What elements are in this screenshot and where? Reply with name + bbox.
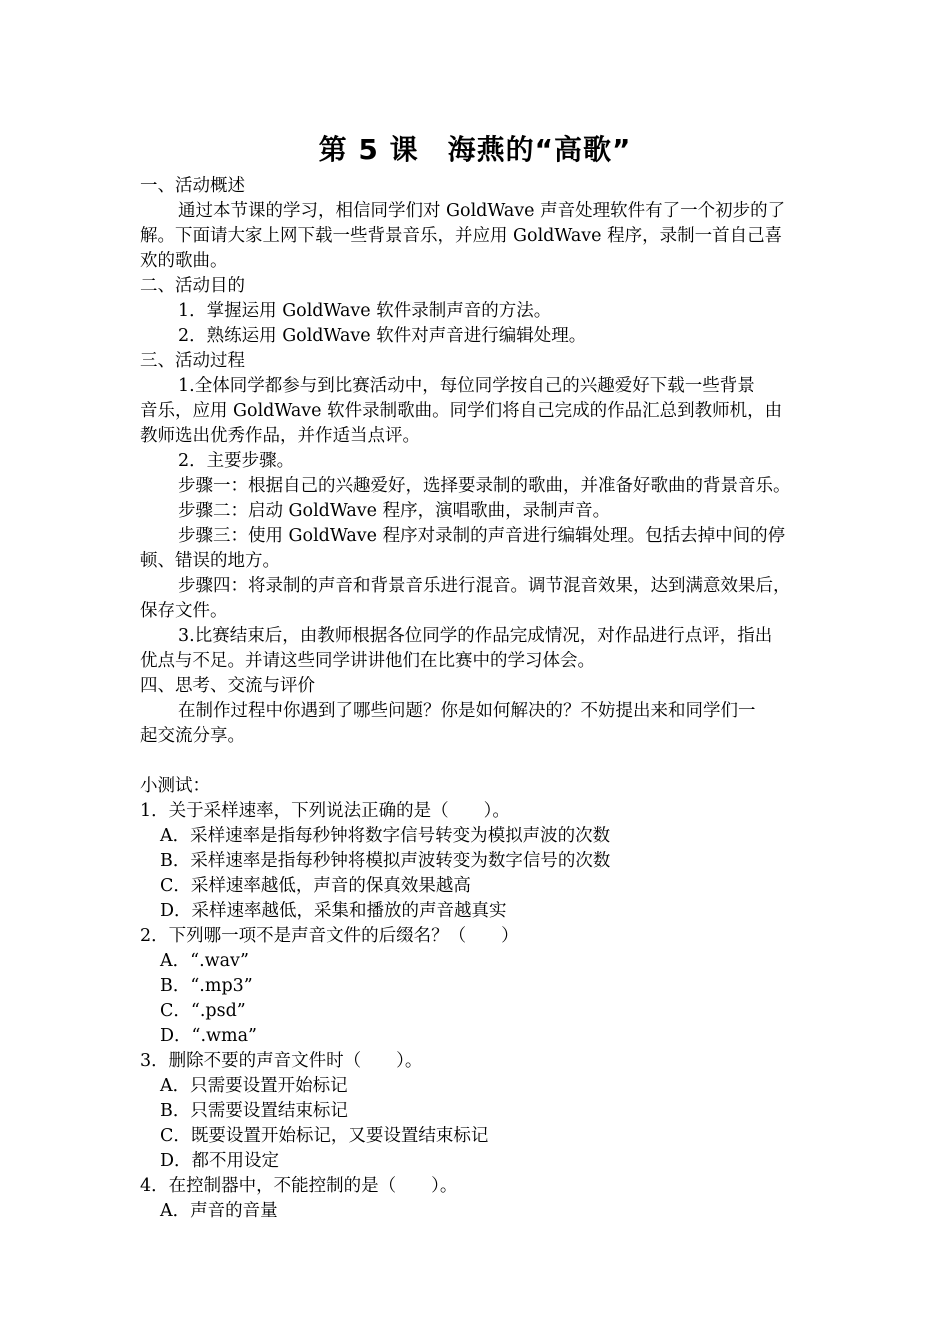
quiz-option: A．“.wav” (160, 951, 249, 971)
paragraph-line: 解。下面请大家上网下载一些背景音乐，并应用 GoldWave 程序，录制一首自己喜 (140, 226, 783, 246)
quiz-option: D．采样速率越低，采集和播放的声音越真实 (160, 901, 507, 921)
quiz-option: A．只需要设置开始标记 (160, 1076, 348, 1096)
section-heading-reflection: 四、思考、交流与评价 (140, 676, 315, 696)
quiz-question: 2．下列哪一项不是声音文件的后缀名？（ ） (140, 926, 519, 946)
paragraph-line: 3.比赛结束后，由教师根据各位同学的作品完成情况，对作品进行点评，指出 (178, 626, 773, 646)
list-item: 1．掌握运用 GoldWave 软件录制声音的方法。 (178, 301, 552, 321)
step-line: 保存文件。 (140, 601, 228, 621)
step-line: 顿、错误的地方。 (140, 551, 280, 571)
quiz-option: C．“.psd” (160, 1001, 246, 1021)
quiz-option: A．声音的音量 (160, 1201, 278, 1221)
paragraph-line: 音乐，应用 GoldWave 软件录制歌曲。同学们将自己完成的作品汇总到教师机，由 (140, 401, 783, 421)
quiz-option: B．只需要设置结束标记 (160, 1101, 348, 1121)
quiz-option: B．采样速率是指每秒钟将模拟声波转变为数字信号的次数 (160, 851, 611, 871)
quiz-heading: 小测试： (140, 776, 210, 796)
paragraph-line: 2．主要步骤。 (178, 451, 295, 471)
step-line: 步骤二：启动 GoldWave 程序，演唱歌曲，录制声音。 (178, 501, 611, 521)
quiz-question: 4．在控制器中，不能控制的是（ ）。 (140, 1176, 458, 1196)
section-heading-process: 三、活动过程 (140, 351, 245, 371)
section-heading-purpose: 二、活动目的 (140, 276, 245, 296)
list-item: 2．熟练运用 GoldWave 软件对声音进行编辑处理。 (178, 326, 587, 346)
step-line: 步骤一：根据自己的兴趣爱好，选择要录制的歌曲，并准备好歌曲的背景音乐。 (178, 476, 791, 496)
step-line: 步骤三：使用 GoldWave 程序对录制的声音进行编辑处理。包括去掉中间的停 (178, 526, 786, 546)
quiz-option: C．既要设置开始标记，又要设置结束标记 (160, 1126, 489, 1146)
quiz-option: B．“.mp3” (160, 976, 253, 996)
quiz-question: 1．关于采样速率，下列说法正确的是（ ）。 (140, 801, 510, 821)
paragraph-line: 教师选出优秀作品，并作适当点评。 (140, 426, 420, 446)
paragraph-line: 通过本节课的学习，相信同学们对 GoldWave 声音处理软件有了一个初步的了 (178, 201, 786, 221)
paragraph-line: 欢的歌曲。 (140, 251, 228, 271)
quiz-option: D．都不用设定 (160, 1151, 280, 1171)
paragraph-line: 优点与不足。并请这些同学讲讲他们在比赛中的学习体会。 (140, 651, 595, 671)
paragraph-line: 1.全体同学都参与到比赛活动中，每位同学按自己的兴趣爱好下载一些背景 (178, 376, 755, 396)
paragraph-line: 在制作过程中你遇到了哪些问题？你是如何解决的？不妨提出来和同学们一 (178, 701, 756, 721)
page-title: 第 5 课 海燕的“高歌” (318, 133, 632, 166)
quiz-option: A．采样速率是指每秒钟将数字信号转变为模拟声波的次数 (160, 826, 611, 846)
paragraph-line: 起交流分享。 (140, 726, 245, 746)
section-heading-overview: 一、活动概述 (140, 176, 245, 196)
quiz-question: 3．删除不要的声音文件时（ ）。 (140, 1051, 423, 1071)
step-line: 步骤四：将录制的声音和背景音乐进行混音。调节混音效果，达到满意效果后， (178, 576, 791, 596)
quiz-option: D．“.wma” (160, 1026, 257, 1046)
quiz-option: C．采样速率越低，声音的保真效果越高 (160, 876, 471, 896)
